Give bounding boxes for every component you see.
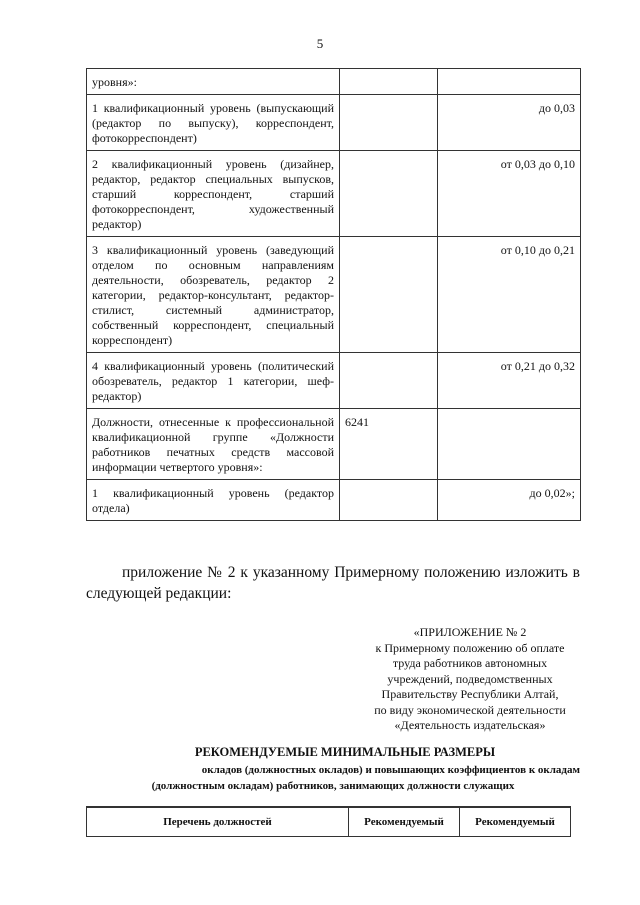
coefficient-cell: [438, 69, 581, 95]
appendix-line: Правительству Республики Алтай,: [381, 687, 559, 701]
table-row: [87, 95, 581, 151]
column-header: Перечень должностей: [87, 807, 349, 837]
appendix-line: к Примерному положению об оплате: [375, 640, 565, 655]
position-cell: Должности, отнесенные к профессиональной квалификационной группе «Должности работников печатных средств массовой информации четвертого уровня»:: [87, 409, 340, 480]
section-subheading: (должностным окладам) работников, занимающих должности служащих: [151, 780, 515, 792]
code-cell: [340, 353, 438, 409]
code-cell: [340, 151, 438, 237]
position-cell: 1 квалификационный уровень (редактор отдела): [87, 480, 340, 521]
column-header: Рекомендуемый: [349, 807, 460, 837]
table-row: [87, 151, 581, 237]
position-cell: уровня»:: [87, 69, 340, 95]
position-cell: 4 квалификационный уровень (политический обозреватель, редактор 1 категории, шеф-редактор): [87, 353, 340, 409]
appendix-line: «Деятельность издательская»: [394, 718, 546, 732]
page-number: 5: [316, 36, 324, 51]
section-heading: РЕКОМЕНДУЕМЫЕ МИНИМАЛЬНЫЕ РАЗМЕРЫ: [194, 745, 496, 759]
appendix-line: учреждений, подведомственных: [387, 671, 553, 686]
coefficient-cell: от 0,10 до 0,21: [438, 237, 581, 353]
coefficient-cell: [438, 409, 581, 480]
position-cell: 2 квалификационный уровень (дизайнер, редактор, редактор специальных выпусков, старший корреспондент, старший фотокорреспондент, художественный редактор): [87, 151, 340, 237]
position-cell: 3 квалификационный уровень (заведующий отделом по основным направлениям деятельности, обозреватель, редактор 2 категории, редактор-консультант, редактор-стилист, системный администратор, собственный корреспондент, специальный корреспондент): [87, 237, 340, 353]
body-paragraph: приложение № 2 к указанному Примерному положению изложить в следующей редакции:: [86, 564, 580, 602]
table-row: [87, 69, 581, 95]
table-row: [87, 353, 581, 409]
table-row: [87, 409, 581, 480]
appendix-line: по виду экономической деятельности: [374, 702, 566, 717]
coefficient-cell: до 0,03: [438, 95, 581, 151]
coefficient-cell: до 0,02»;: [438, 480, 581, 521]
table-row: [87, 237, 581, 353]
code-cell: [340, 480, 438, 521]
section-subheading: окладов (должностных окладов) и повышающих коэффициентов к окладам: [201, 764, 580, 776]
code-cell: 6241: [340, 409, 438, 480]
coefficient-cell: от 0,03 до 0,10: [438, 151, 581, 237]
appendix-line: труда работников автономных: [392, 656, 548, 670]
salary-header-table: [86, 806, 571, 837]
code-cell: [340, 69, 438, 95]
column-header: Рекомендуемый: [460, 807, 571, 837]
coefficient-cell: от 0,21 до 0,32: [438, 353, 581, 409]
code-cell: [340, 95, 438, 151]
appendix-line: «ПРИЛОЖЕНИЕ № 2: [413, 625, 527, 639]
positions-table: [86, 68, 581, 521]
table-row: [87, 480, 581, 521]
code-cell: [340, 237, 438, 353]
position-cell: 1 квалификационный уровень (выпускающий (редактор по выпуску), корреспондент, фотокорреспондент): [87, 95, 340, 151]
appendix-block: [350, 625, 590, 734]
